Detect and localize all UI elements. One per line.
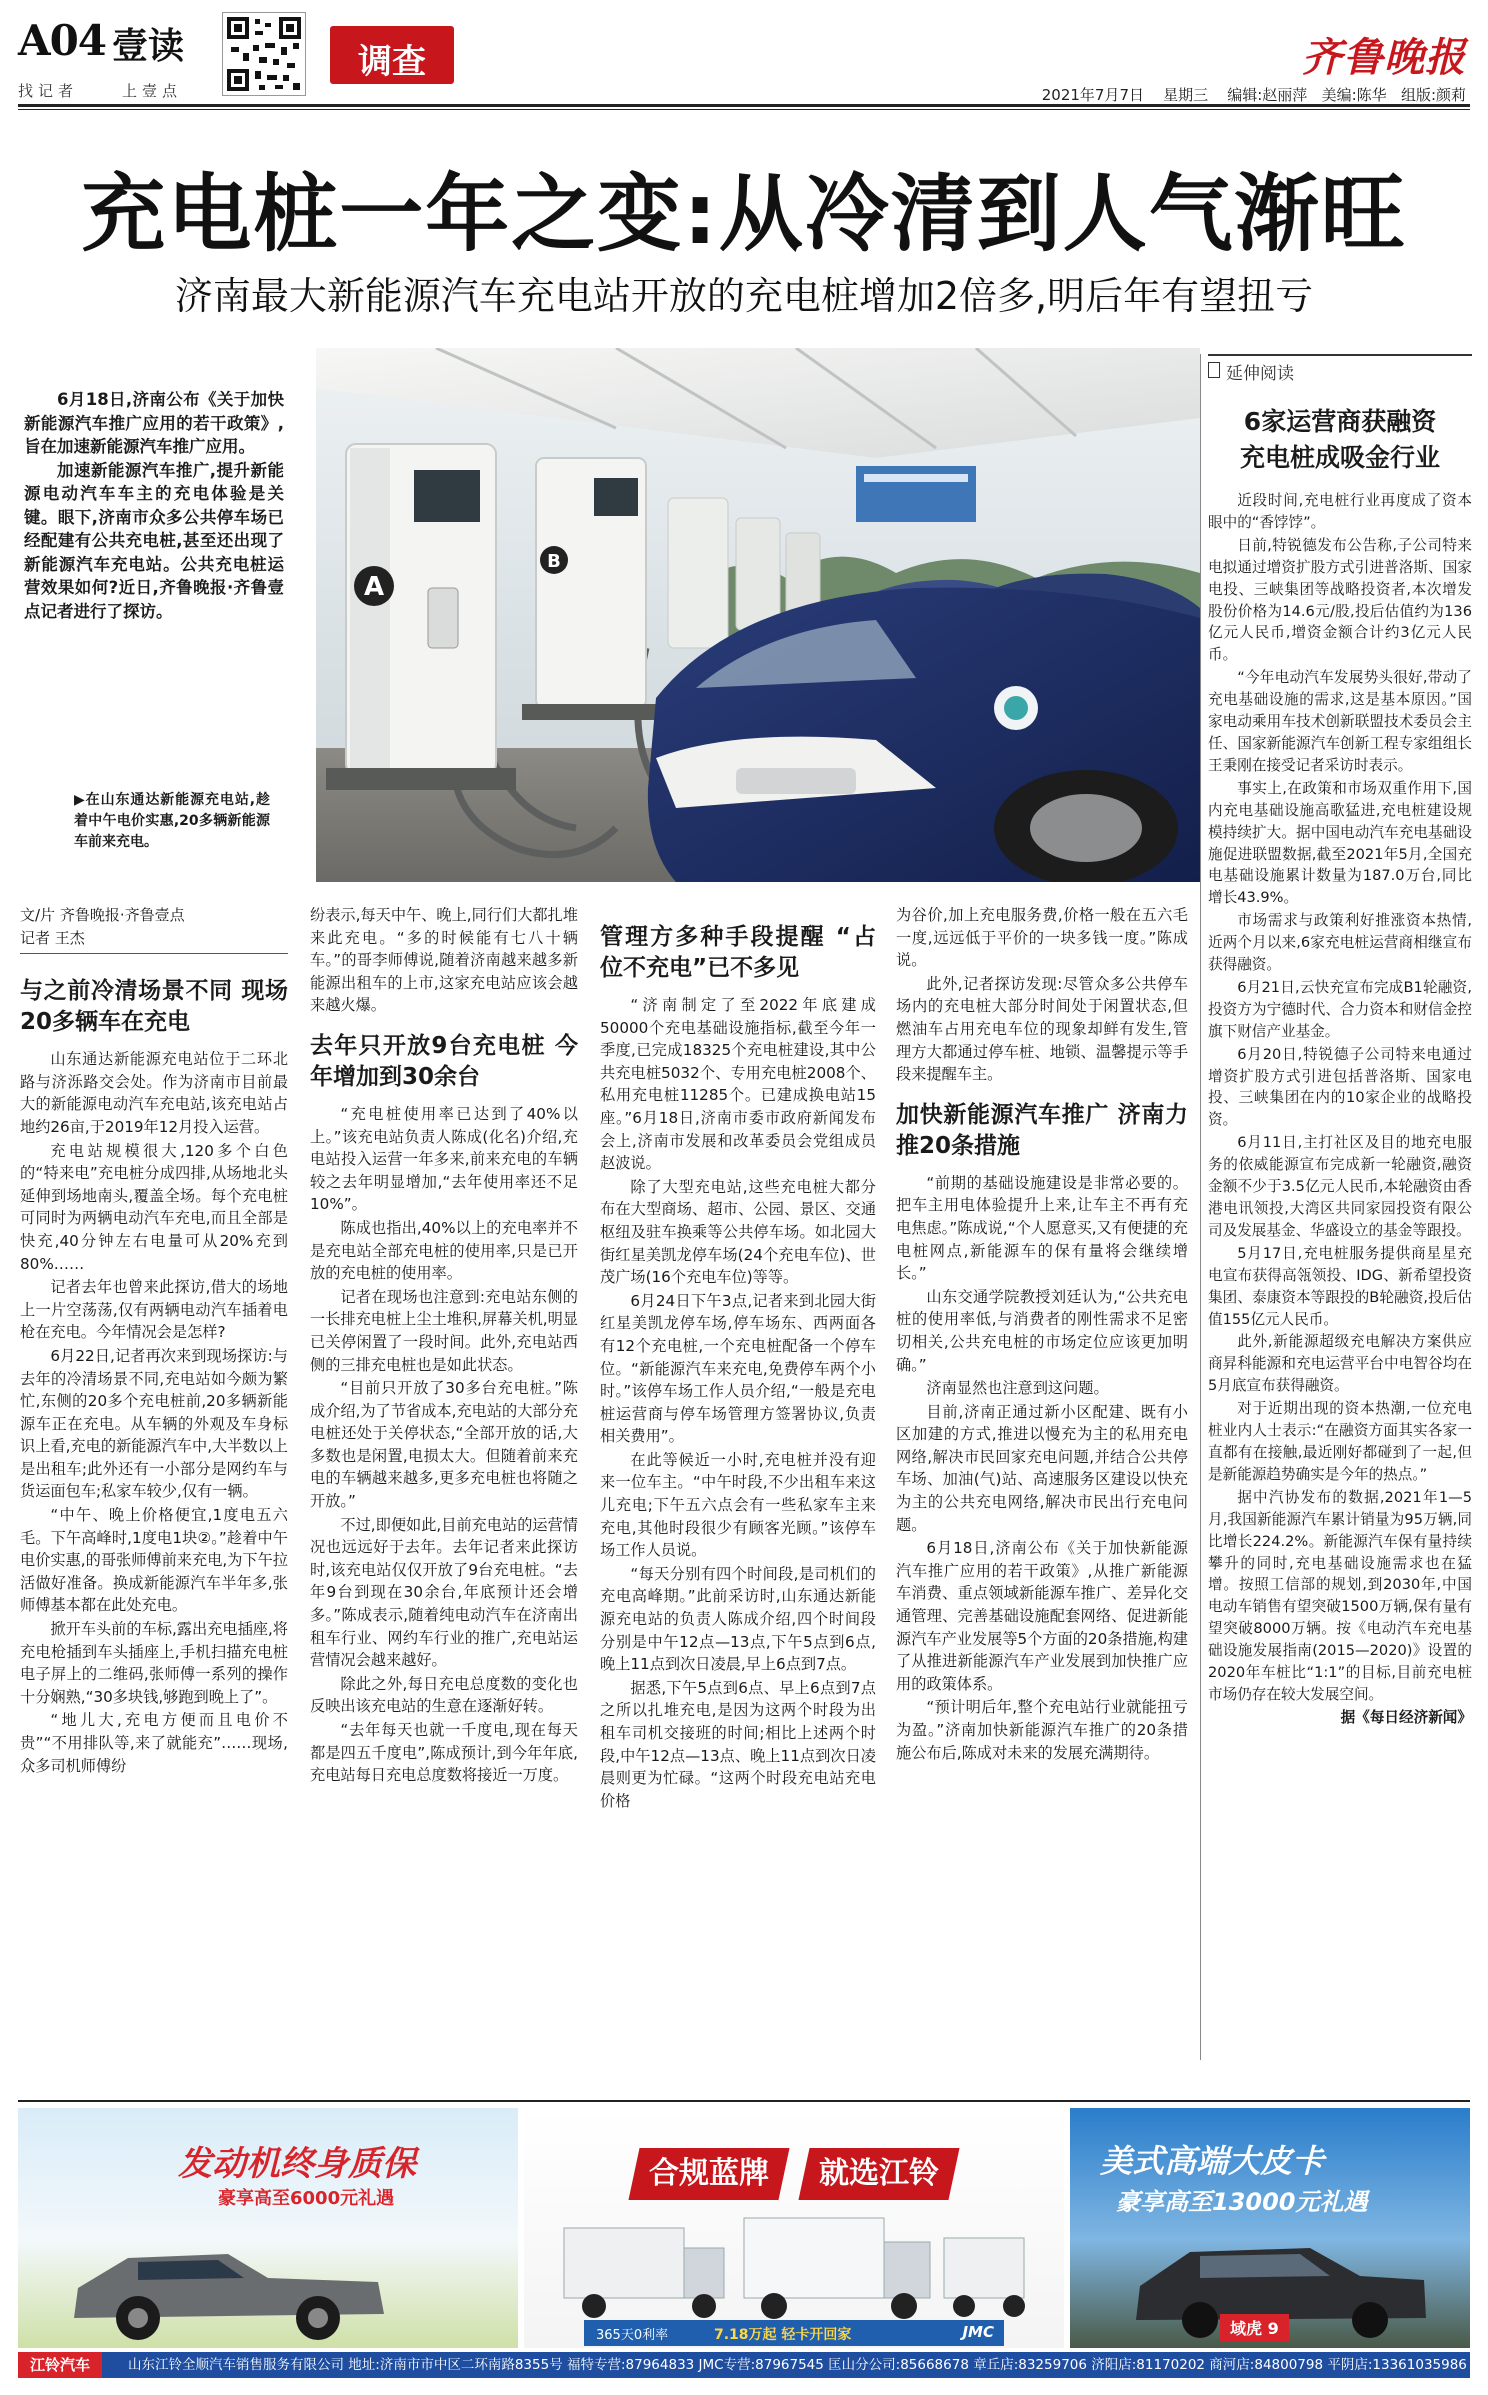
sidebar-paragraph: 6月20日,特锐德子公司特来电通过增资扩股方式引进包括普洛斯、国家电投、三峡集团在内的10家企业的战略投资。 xyxy=(1208,1045,1472,1129)
sidebar-tag-marker xyxy=(1208,362,1220,378)
ad-panel-pickup-deal[interactable] xyxy=(1070,2108,1470,2348)
sidebar-paragraph: 6月11日,主打社区及目的地充电服务的依威能源宣布完成新一轮融资,融资金额不少于3.5亿元人民币,本轮融资由香港电讯领投,大湾区共同家园投资有限公司及发展基金、华盛设立的基金等跟投。 xyxy=(1208,1134,1472,1239)
article-paragraph: “充电桩使用率已达到了40%以上。”该充电站负责人陈成(化名)介绍,充电站投入运营一年多来,前来充电的车辆较之去年明显增加,“去年使用率还不足10%”。 xyxy=(310,1104,578,1214)
article-paragraph: “去年每天也就一千度电,现在每天都是四五千度电”,陈成预计,到今年年底,充电站每日充电总度数将接近一万度。 xyxy=(310,1721,578,1785)
lead-paragraph: 加速新能源汽车推广,提升新能源电动汽车车主的充电体验是关键。眼下,济南市众多公共停车场已经配建有公共充电桩,甚至还出现了新能源汽车充电站。公共充电桩运营效果如何?近日,齐鲁晚报·齐鲁壹点记者进行了探访。 xyxy=(24,460,284,621)
sidebar-divider xyxy=(1200,354,1201,2060)
sidebar-source: 据《每日经济新闻》 xyxy=(1340,1708,1472,1726)
issue-editor: 编辑:赵丽萍 xyxy=(1227,86,1308,104)
ad2-title-b: 就选江铃 xyxy=(819,2156,939,2191)
article-paragraph: “中午、晚上价格便宜,1度电五六毛。下午高峰时,1度电1块②。”趁着中午电价实惠,的哥张师傅前来充电,为下午拉活做好准备。换成新能源汽车半年多,张师傅基本都在此处充电。 xyxy=(20,1506,288,1615)
ad-banner[interactable] xyxy=(18,2100,1470,2380)
article-paragraph: “济南制定了至2022年底建成50000个充电基础设施指标,截至今年一季度,已完成18325个充电桩建设,其中公共充电桩5032个、专用充电桩2008个、私用充电桩11285个。已建成换电站15座。”6月18日,济南市委市政府新闻发布会上,济南市发展和改革委员会党组成员赵波说。 xyxy=(600,996,876,1173)
masthead-rule-bottom xyxy=(18,109,1470,110)
sidebar-tag xyxy=(1208,354,1472,382)
sidebar-paragraph: “今年电动汽车发展势头很好,带动了充电基础设施的需求,这是基本原因。”国家电动乘用车技术创新联盟技术委员会主任、国家新能源汽车创新工程专家组组长王秉刚在接受记者采访时表示。 xyxy=(1208,669,1472,774)
box-trucks-image xyxy=(544,2208,1044,2328)
lead-box xyxy=(24,388,284,710)
qr-code[interactable] xyxy=(222,12,306,96)
ad-panel-engine-warranty[interactable] xyxy=(18,2108,518,2348)
article-column-1 xyxy=(20,904,288,2064)
section-name: 壹读 xyxy=(112,26,185,67)
charging-station-photo xyxy=(316,348,1200,882)
byline-line-2: 记者 王杰 xyxy=(20,927,288,955)
ad-footer-text: 山东江铃全顺汽车销售服务有限公司 地址:济南市市中区二环南路8355号 福特专营:87964833 JMC专营:87967545 匡山分公司:85668678 章丘店:83259706 济阳店:81170202 商河店:84800798 平阴店:13361035986 xyxy=(128,2357,1467,2373)
article-paragraph: 6月24日下午3点,记者来到北园大街红星美凯龙停车场,停车场东、西两面各有12个充电桩,一个充电桩配备一个停车位。“新能源汽车来充电,免费停车两个小时。”该停车场工作人员介绍,“一般是充电桩运营商与停车场管理方签署协议,负责相关费用”。 xyxy=(600,1291,876,1446)
article-paragraph: 6月22日,记者再次来到现场探访:与去年的冷清场景不同,充电站如今颇为繁忙,东侧的20多个充电桩前,20多辆新能源车正在充电。从车辆的外观及车身标识上看,充电的新能源汽车中,大半数以上是出租车;此外还有一小部分是网约车与货运面包车;私家车较少,仅有一辆。 xyxy=(20,1346,288,1501)
ad1-title: 发动机终身质保 xyxy=(178,2144,416,2184)
page-number: A04 xyxy=(18,16,107,65)
article-paragraph: 纷表示,每天中午、晚上,同行们大都扎堆来此充电。“多的时候能有七八十辆车。”的哥李师傅说,随着济南越来越多新能源出租车的上市,这家充电站应该会越来越火爆。 xyxy=(310,906,578,1015)
article-paragraph: 此外,记者探访发现:尽管众多公共停车场内的充电桩大部分时间处于闲置状态,但燃油车占用充电车位的现象却鲜有发生,管理方大都通过停车桩、地锁、温馨提示等手段来提醒车主。 xyxy=(896,974,1188,1084)
article-paragraph: 山东交通学院教授刘廷认为,“公共充电桩的使用率低,与消费者的刚性需求不足密切相关,公共充电桩的市场定位应该更加明确。” xyxy=(896,1287,1188,1374)
ad-footer-brand: 江铃汽车 xyxy=(18,2352,102,2378)
sidebar-paragraph: 此外,新能源超级充电解决方案供应商昇科能源和充电运营平台中电智谷均在5月底宣布获得融资。 xyxy=(1208,1333,1472,1395)
article-paragraph: 在此等候近一小时,充电桩并没有迎来一位车主。“中午时段,不少出租车来这儿充电;下午五六点会有一些私家车主来充电,其他时段很少有顾客光顾。”该停车场工作人员说。 xyxy=(600,1450,876,1560)
article-paragraph: 济南显然也注意到这问题。 xyxy=(926,1379,1109,1398)
ad2-title-a: 合规蓝牌 xyxy=(649,2156,769,2191)
ad2-strip xyxy=(584,2320,1004,2346)
sidebar-paragraph: 对于近期出现的资本热潮,一位充电桩业内人士表示:“在融资方面其实各家一直都有在接触,最近刚好都碰到了一起,但是新能源趋势确实是今年的热点。” xyxy=(1208,1400,1472,1483)
article-paragraph: 除了大型充电站,这些充电桩大都分布在大型商场、超市、公园、景区、交通枢纽及驻车换乘等公共停车场。如北园大街红星美凯龙停车场(24个充电车位)、世茂广场(16个充电车位)等等。 xyxy=(600,1177,876,1287)
article-paragraph: 记者在现场也注意到:充电站东侧的一长排充电桩上尘土堆积,屏幕关机,明显已关停闲置了一段时间。此外,充电站西侧的三排充电桩也是如此状态。 xyxy=(310,1287,578,1374)
article-paragraph: “前期的基础设施建设是非常必要的。把车主用电体验提升上来,让车主不再有充电焦虑。”陈成说,“个人愿意买,又有便捷的充电桩网点,新能源车的保有量将会继续增长。” xyxy=(896,1173,1188,1283)
issue-designer: 美编:陈华 xyxy=(1321,86,1387,104)
article-paragraph: 除此之外,每日充电总度数的变化也反映出该充电站的生意在逐渐好转。 xyxy=(310,1674,578,1716)
article-paragraph: 充电站规模很大,120多个白色的“特来电”充电桩分成四排,从场地北头延伸到场地南头,覆盖全场。每个充电桩可同时为两辆电动汽车充电,而且全部是快充,40分钟左右电量可从20%充到80%…… xyxy=(20,1141,288,1273)
sidebar-paragraph: 近段时间,充电桩行业再度成了资本眼中的“香饽饽”。 xyxy=(1208,492,1472,531)
ad3-subtitle: 豪享高至13000元礼遇 xyxy=(1116,2188,1368,2216)
headline: 充电桩一年之变:从冷清到人气渐旺 xyxy=(81,165,1407,263)
sidebar-paragraph: 事实上,在政策和市场双重作用下,国内充电基础设施高歌猛进,充电桩建设规模持续扩大。据中国电动汽车充电基础设施促进联盟数据,截至2021年5月,全国充电基础设施累计数量为187.0万台,同比增长43.9%。 xyxy=(1208,779,1472,907)
slogan-left: 找记者 xyxy=(18,82,79,100)
article-paragraph: 掀开车头前的车标,露出充电插座,将充电枪插到车头插座上,手机扫描充电桩电子屏上的二维码,张师傅一系列的操作十分娴熟,“30多块钱,够跑到晚上了”。 xyxy=(20,1620,288,1706)
issue-proofreader: 组版:颜莉 xyxy=(1400,86,1466,104)
issue-weekday: 星期三 xyxy=(1163,86,1209,104)
section-heading-4: 加快新能源汽车推广 济南力推20条措施 xyxy=(896,1101,1188,1159)
article-column-2 xyxy=(310,904,578,2064)
paper-logo: 齐鲁晚报 xyxy=(1302,34,1466,81)
ad-footer xyxy=(18,2352,1470,2378)
sidebar-headline-2: 充电桩成吸金行业 xyxy=(1239,443,1440,472)
charger-b-label: B xyxy=(547,551,561,572)
section-heading-1: 与之前冷清场景不同 现场20多辆车在充电 xyxy=(20,978,288,1036)
sidebar-paragraph: 市场需求与政策利好推涨资本热情,近两个月以来,6家充电桩运营商相继宣布获得融资。 xyxy=(1208,912,1472,974)
ad-panel-blue-plate-truck[interactable] xyxy=(524,2108,1064,2348)
article-paragraph: 6月18日,济南公布《关于加快新能源汽车推广应用的若干政策》,从推广新能源车消费、重点领域新能源车推广、差异化交通管理、完善基础设施配套网络、促进新能源汽车产业发展等5个方面的20条措施,构建了从推进新能源汽车产业发展到加快推广应用的政策体系。 xyxy=(896,1539,1188,1693)
ad3-title: 美式高端大皮卡 xyxy=(1100,2142,1325,2180)
section-heading-2: 去年只开放9台充电桩 今年增加到30余台 xyxy=(310,1032,578,1090)
charger-a-label: A xyxy=(363,572,385,602)
article-paragraph: “目前只开放了30多台充电桩。”陈成介绍,为了节省成本,充电站的大部分充电桩还处于关停状态,“全部开放的话,大多数也是闲置,电损太大。但随着前来充电的车辆越来越多,更多充电桩也将随之开放。” xyxy=(310,1379,578,1511)
subheadline: 济南最大新能源汽车充电站开放的充电桩增加2倍多,明后年有望扭亏 xyxy=(174,274,1314,318)
masthead-rule-top xyxy=(18,104,1470,107)
sidebar-body xyxy=(1208,490,1472,2064)
sidebar-tag-label: 延伸阅读 xyxy=(1226,364,1294,384)
sidebar-paragraph: 日前,特锐德发布公告称,子公司特来电拟通过增资扩股方式引进普洛斯、国家电投、三峡集团等战略投资者,本次增发股份价格为14.6元/股,投后估值约为136亿元人民币,增资金额合计约3亿元人民币。 xyxy=(1208,536,1472,664)
masthead xyxy=(0,0,1488,112)
photo-caption: ▶在山东通达新能源充电站,趁着中午电价实惠,20多辆新能源车前来充电。 xyxy=(74,792,270,850)
byline-line-1: 文/片 齐鲁晚报·齐鲁壹点 xyxy=(20,906,185,924)
channel-tag xyxy=(330,26,454,84)
article-paragraph: “每天分别有四个时间段,是司机们的充电高峰期。”此前采访时,山东通达新能源充电站的负责人陈成介绍,四个时间段分别是中午12点—13点,下午5点到6点,晚上11点到次日凌晨,早上6点到7点。 xyxy=(600,1564,876,1674)
issue-date: 2021年7月7日 xyxy=(1041,86,1145,104)
issue-info xyxy=(1042,84,1466,105)
article-paragraph: 陈成也指出,40%以上的充电率并不是充电站全部充电桩的使用率,只是已开放的充电桩的使用率。 xyxy=(310,1218,578,1283)
sidebar-paragraph: 5月17日,充电桩服务提供商星星充电宣布获得高瓴领投、IDG、新希望投资集团、泰康资本等跟投的B轮融资,投后估值155亿元人民币。 xyxy=(1208,1244,1472,1328)
sidebar xyxy=(1208,354,1472,2064)
ad2-small-1: 365天0利率 xyxy=(596,2328,669,2343)
channel-tag-label: 调查 xyxy=(358,42,426,82)
ad2-small-2: 7.18万起 轻卡开回家 xyxy=(714,2327,852,2343)
section-heading-3: 管理方多种手段提醒 “占位不充电”已不多见 xyxy=(600,924,876,981)
article-paragraph: 山东通达新能源充电站位于二环北路与济泺路交会处。作为济南市目前最大的新能源电动汽车充电站,该充电站占地约26亩,于2019年12月投入运营。 xyxy=(20,1050,288,1136)
slogan-right: 上壹点 xyxy=(122,82,183,100)
ad2-brand: JMC xyxy=(962,2323,994,2341)
article-paragraph: 不过,即便如此,目前充电站的运营情况也远远好于去年。去年记者来此探访时,该充电站仅仅开放了9台充电桩。“去年9台到现在30余台,年底预计还会增多。”陈成表示,随着纯电动汽车在济南出租车行业、网约车行业的推广,充电站运营情况会越来越好。 xyxy=(310,1515,578,1670)
pickup-truck-image xyxy=(58,2218,398,2343)
article-paragraph: 为谷价,加上充电服务费,价格一般在五六毛一度,远远低于平价的一块多钱一度。”陈成说。 xyxy=(896,906,1188,970)
lead-paragraph: 6月18日,济南公布《关于加快新能源汽车推广应用的若干政策》,旨在加速新能源汽车推广应用。 xyxy=(24,390,284,456)
article-column-3 xyxy=(600,904,876,2064)
sidebar-paragraph: 据中汽协发布的数据,2021年1—5月,我国新能源汽车累计销量为95万辆,同比增长224.2%。新能源汽车保有量持续攀升的同时,充电基础设施需求也在猛增。按照工信部的规划,到2030年,中国电动车销售有望突破1500万辆,保有量有望突破8000万辆。按《电动汽车充电基础设施发展指南(2015—2020)》设置的2020年车桩比“1:1”的目标,目前充电桩市场仍存在较大发展空间。 xyxy=(1208,1488,1472,1703)
sidebar-headline-1: 6家运营商获融资 xyxy=(1243,407,1437,436)
ad3-model-badge: 域虎 9 xyxy=(1220,2314,1289,2341)
article-paragraph: 记者去年也曾来此探访,借大的场地上一片空荡荡,仅有两辆电动汽车插着电枪在充电。今年情况会是怎样? xyxy=(20,1278,288,1342)
article-paragraph: 目前,济南正通过新小区配建、既有小区加建的方式,推进以慢充为主的私用充电网络,解决市民回家充电问题,并结合公共停车场、加油(气)站、高速服务区建设以快充为主的公共充电网络,解决市民出行充电问题。 xyxy=(896,1402,1188,1534)
sidebar-paragraph: 6月21日,云快充宣布完成B1轮融资,投资方为宁德时代、合力资本和财信金控旗下财信产业基金。 xyxy=(1208,978,1472,1040)
ad1-subtitle: 豪享高至6000元礼遇 xyxy=(218,2188,395,2209)
article-paragraph: “地儿大,充电方便而且电价不贵”“不用排队等,来了就能充”……现场,众多司机师傅纷 xyxy=(20,1711,288,1775)
article-column-4 xyxy=(896,904,1188,2064)
article-paragraph: “预计明后年,整个充电站行业就能扭亏为盈。”济南加快新能源汽车推广的20条措施公布后,陈成对未来的发展充满期待。 xyxy=(896,1698,1188,1762)
ad2-badge-1 xyxy=(628,2148,789,2200)
article-paragraph: 据悉,下午5点到6点、早上6点到7点之所以扎堆充电,是因为这两个时段为出租车司机交接班的时间;相比上述两个时段,中午12点—13点、晚上11点到次日凌晨则更为忙碌。“这两个时段充电站充电价格 xyxy=(600,1678,876,1810)
ad2-badge-2 xyxy=(798,2148,959,2200)
